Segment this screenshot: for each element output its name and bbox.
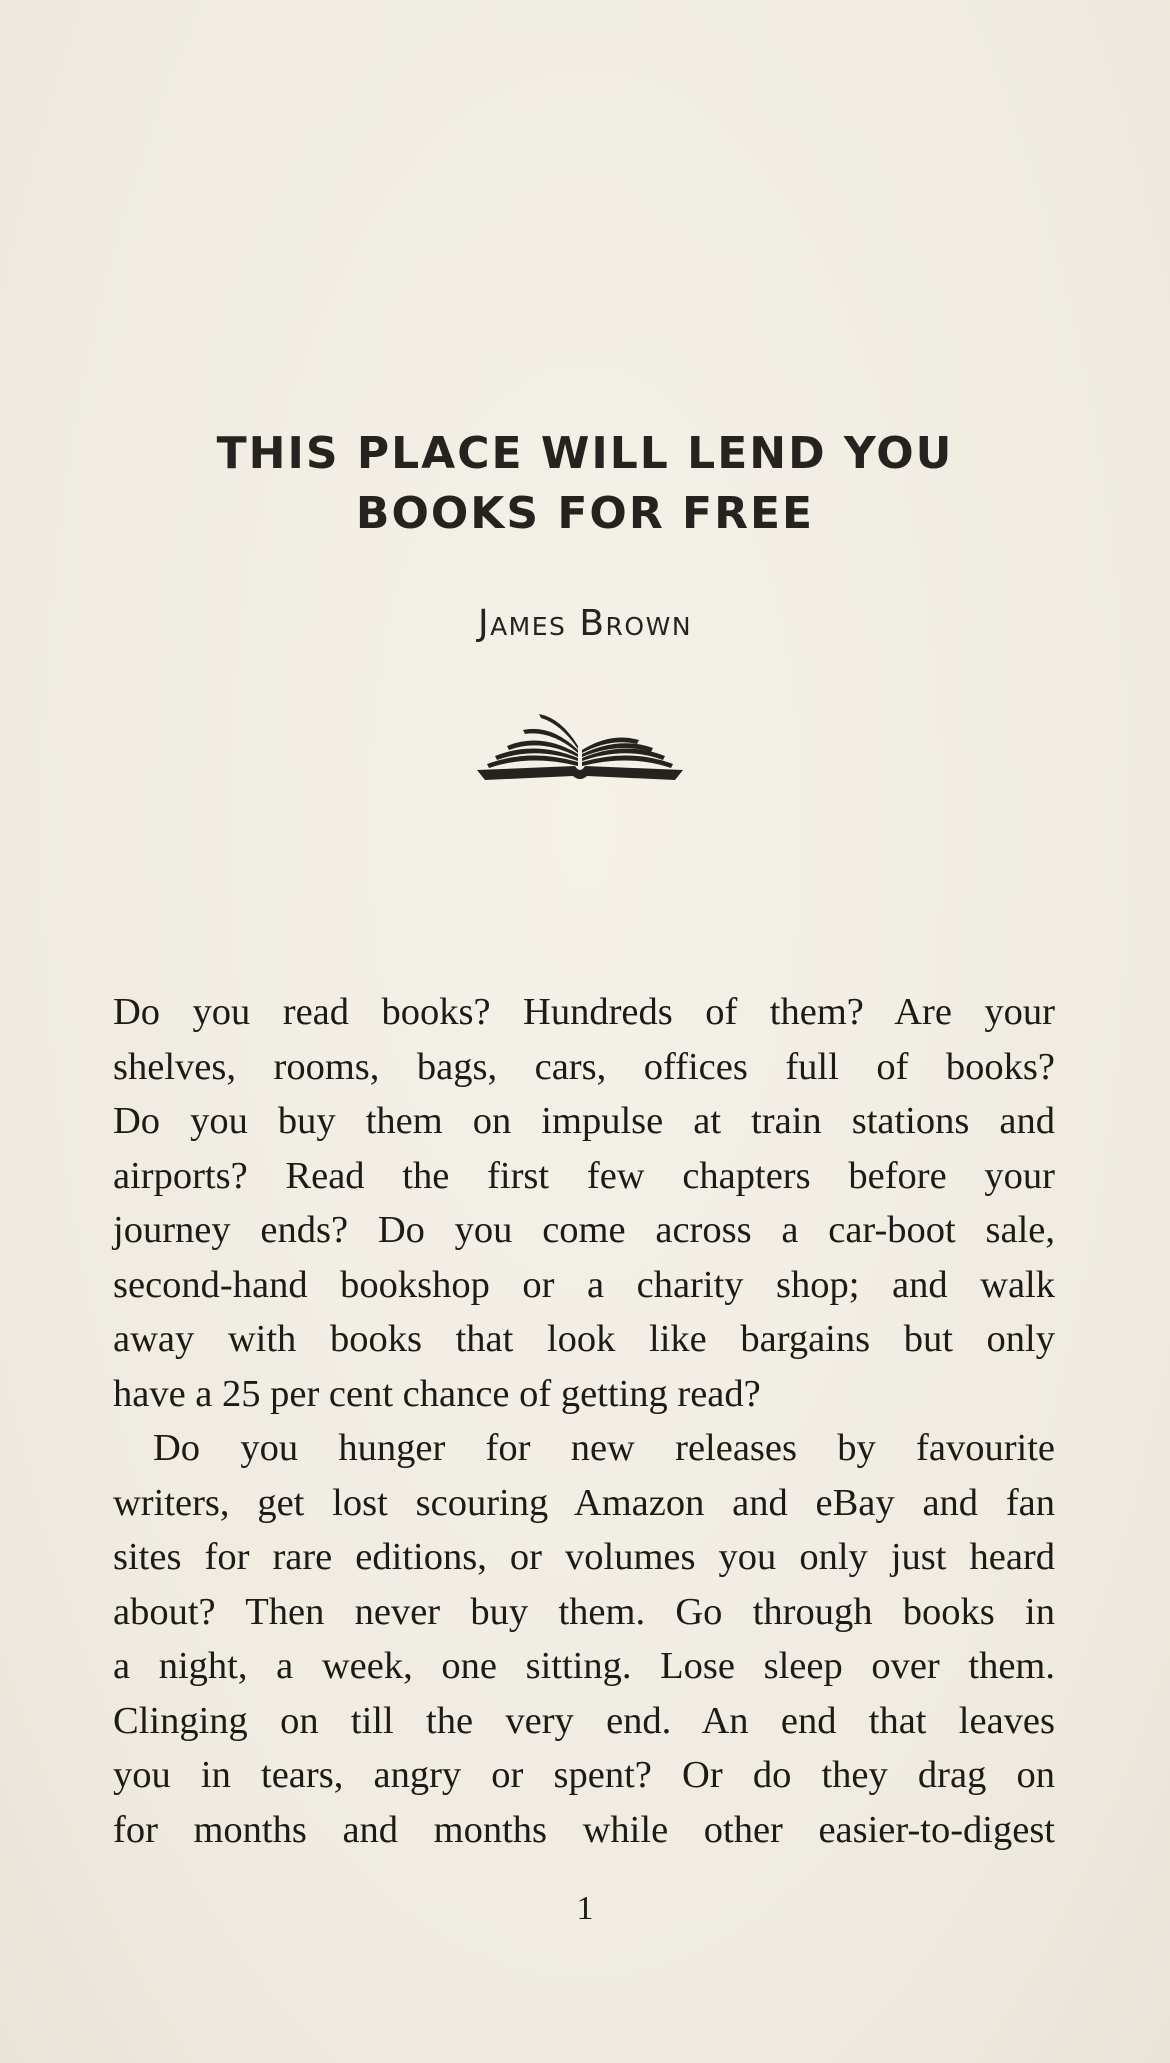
body-line: away with books that look like bargains but only: [113, 1318, 1055, 1360]
body-line: you in tears, angry or spent? Or do they drag on: [113, 1754, 1055, 1796]
author-name-text: James Brown: [477, 603, 693, 644]
body-line: Do you read books? Hundreds of them? Are your: [113, 991, 1055, 1033]
body-line: Do you hunger for new releases by favourite: [153, 1427, 1055, 1469]
body-text: [113, 985, 1055, 1857]
body-line: sites for rare editions, or volumes you only just heard: [113, 1536, 1055, 1578]
body-line: shelves, rooms, bags, cars, offices full of books?: [113, 1045, 1055, 1088]
body-line: about? Then never buy them. Go through books in: [113, 1590, 1055, 1633]
body-line: Clinging on till the very end. An end that leaves: [113, 1699, 1055, 1742]
body-line: journey ends? Do you come across a car-boot sale,: [113, 1209, 1055, 1251]
body-line: second-hand bookshop or a charity shop; and walk: [113, 1263, 1055, 1306]
body-line: airports? Read the first few chapters before your: [113, 1154, 1055, 1197]
open-book-icon: [475, 708, 685, 784]
body-line: have a 25 per cent chance of getting read?: [113, 1372, 761, 1415]
author-name: [0, 603, 1170, 644]
page-number: 1: [576, 1890, 594, 1927]
body-line: Do you buy them on impulse at train stations and: [113, 1100, 1055, 1142]
body-line: a night, a week, one sitting. Lose sleep over them.: [113, 1645, 1055, 1687]
body-line: for months and months while other easier-to-digest: [113, 1808, 1055, 1851]
chapter-title-line-1: THIS PLACE WILL LEND YOU: [216, 428, 954, 479]
chapter-title-line-2: BOOKS FOR FREE: [355, 488, 815, 539]
body-line: writers, get lost scouring Amazon and eBay and fan: [113, 1481, 1055, 1524]
chapter-title: [0, 424, 1170, 544]
